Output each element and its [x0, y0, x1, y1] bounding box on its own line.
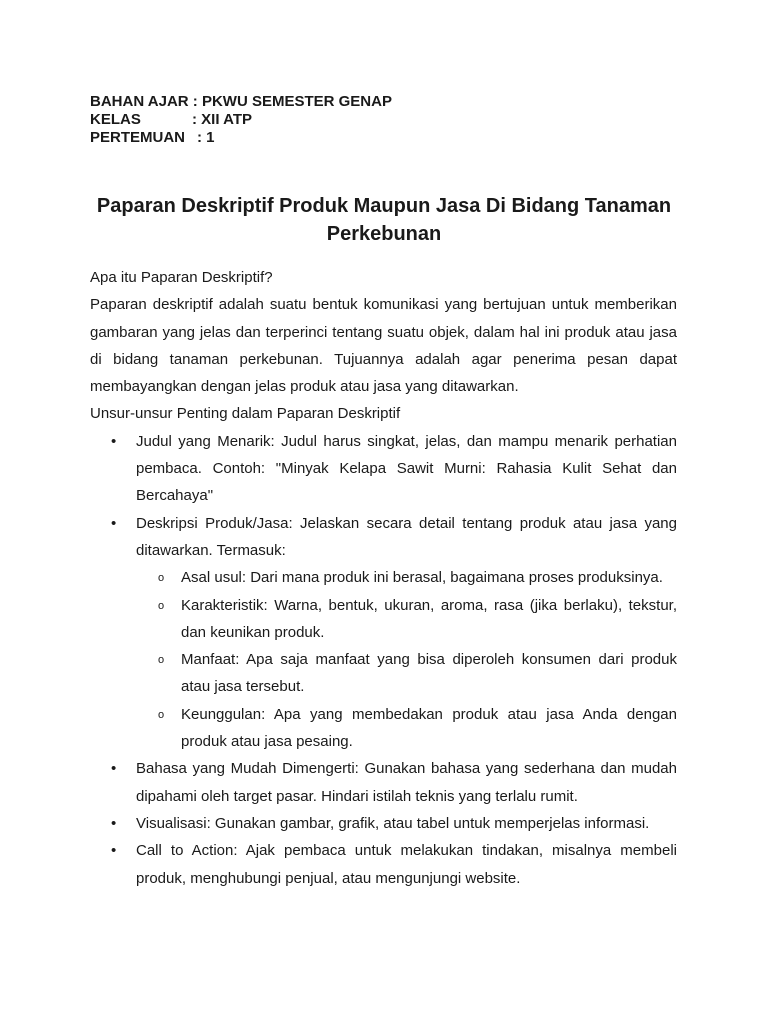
kelas-label: KELAS: [90, 111, 141, 128]
sublist-item: o Manfaat: Apa saja manfaat yang bisa diperoleh konsumen dari produk atau jasa tersebut.: [181, 646, 677, 701]
header-line-kelas: [90, 111, 392, 129]
circle-bullet-icon: o: [158, 599, 165, 612]
list-item: • Call to Action: Ajak pembaca untuk melakukan tindakan, misalnya membeli produk, menghubungi penjual, atau mengunjungi website.: [136, 837, 677, 892]
circle-bullet-icon: o: [158, 708, 165, 721]
description-sublist: [136, 564, 677, 755]
elements-list: [90, 428, 677, 892]
section-heading: Unsur-unsur Penting dalam Paparan Deskriptif: [90, 405, 401, 423]
intro-question: Apa itu Paparan Deskriptif?: [90, 269, 273, 286]
document-header: [90, 93, 392, 147]
bullet-icon: •: [111, 760, 117, 778]
document-title: Paparan Deskriptif Produk Maupun Jasa Di Bidang Tanaman Perkebunan: [96, 195, 672, 245]
list-item: • Bahasa yang Mudah Dimengerti: Gunakan bahasa yang sederhana dan mudah dipahami oleh target pasar. Hindari istilah teknis yang terlalu rumit.: [136, 755, 677, 810]
intro-paragraph: Paparan deskriptif adalah suatu bentuk komunikasi yang bertujuan untuk memberikan gambaran yang jelas dan terperinci tentang suatu objek, dalam hal ini produk atau jasa di bidang tanaman perkebunan. Tujuannya adalah agar penerima pesan dapat membayangkan dengan jelas produk atau jasa yang ditawarkan.: [90, 296, 677, 396]
pertemuan-value: : 1: [197, 129, 215, 146]
document-body: [90, 264, 677, 892]
bullet-icon: •: [111, 842, 117, 860]
kelas-value: : XII ATP: [192, 111, 252, 128]
header-line-bahan-ajar: BAHAN AJAR : PKWU SEMESTER GENAP: [90, 93, 392, 110]
list-item: • Judul yang Menarik: Judul harus singkat, jelas, dan mampu menarik perhatian pembaca. Contoh: "Minyak Kelapa Sawit Murni: Rahasia Kulit Sehat dan Bercahaya": [136, 428, 677, 510]
sublist-item: o Keunggulan: Apa yang membedakan produk atau jasa Anda dengan produk atau jasa pesaing.: [181, 701, 677, 756]
sublist-item: o Karakteristik: Warna, bentuk, ukuran, aroma, rasa (jika berlaku), tekstur, dan keunikan produk.: [181, 592, 677, 647]
header-line-pertemuan: [90, 129, 392, 147]
pertemuan-label: PERTEMUAN: [90, 129, 186, 146]
circle-bullet-icon: o: [158, 654, 165, 667]
bullet-icon: •: [111, 432, 117, 450]
circle-bullet-icon: o: [158, 572, 165, 585]
sublist-item: o Asal usul: Dari mana produk ini berasal, bagaimana proses produksinya.: [181, 564, 677, 591]
bullet-icon: •: [111, 514, 117, 532]
list-item: • Deskripsi Produk/Jasa: Jelaskan secara detail tentang produk atau jasa yang ditawarkan. Termasuk: o Asal usul: Dari mana produk ini berasal, bagaimana proses produksinya. o Karakteristik: Warna, bentuk, ukuran, aroma, rasa (jika berlaku), tekstur, dan keunikan produk. o Manfaat: Apa saja manfaat yang bisa diperoleh konsumen dari produk atau jasa tersebut. o Keunggulan: Apa yang membedakan produk atau jasa Anda dengan produk atau jasa pesaing.: [136, 510, 677, 756]
list-item: • Visualisasi: Gunakan gambar, grafik, atau tabel untuk memperjelas informasi.: [136, 810, 677, 837]
bullet-icon: •: [111, 814, 117, 832]
